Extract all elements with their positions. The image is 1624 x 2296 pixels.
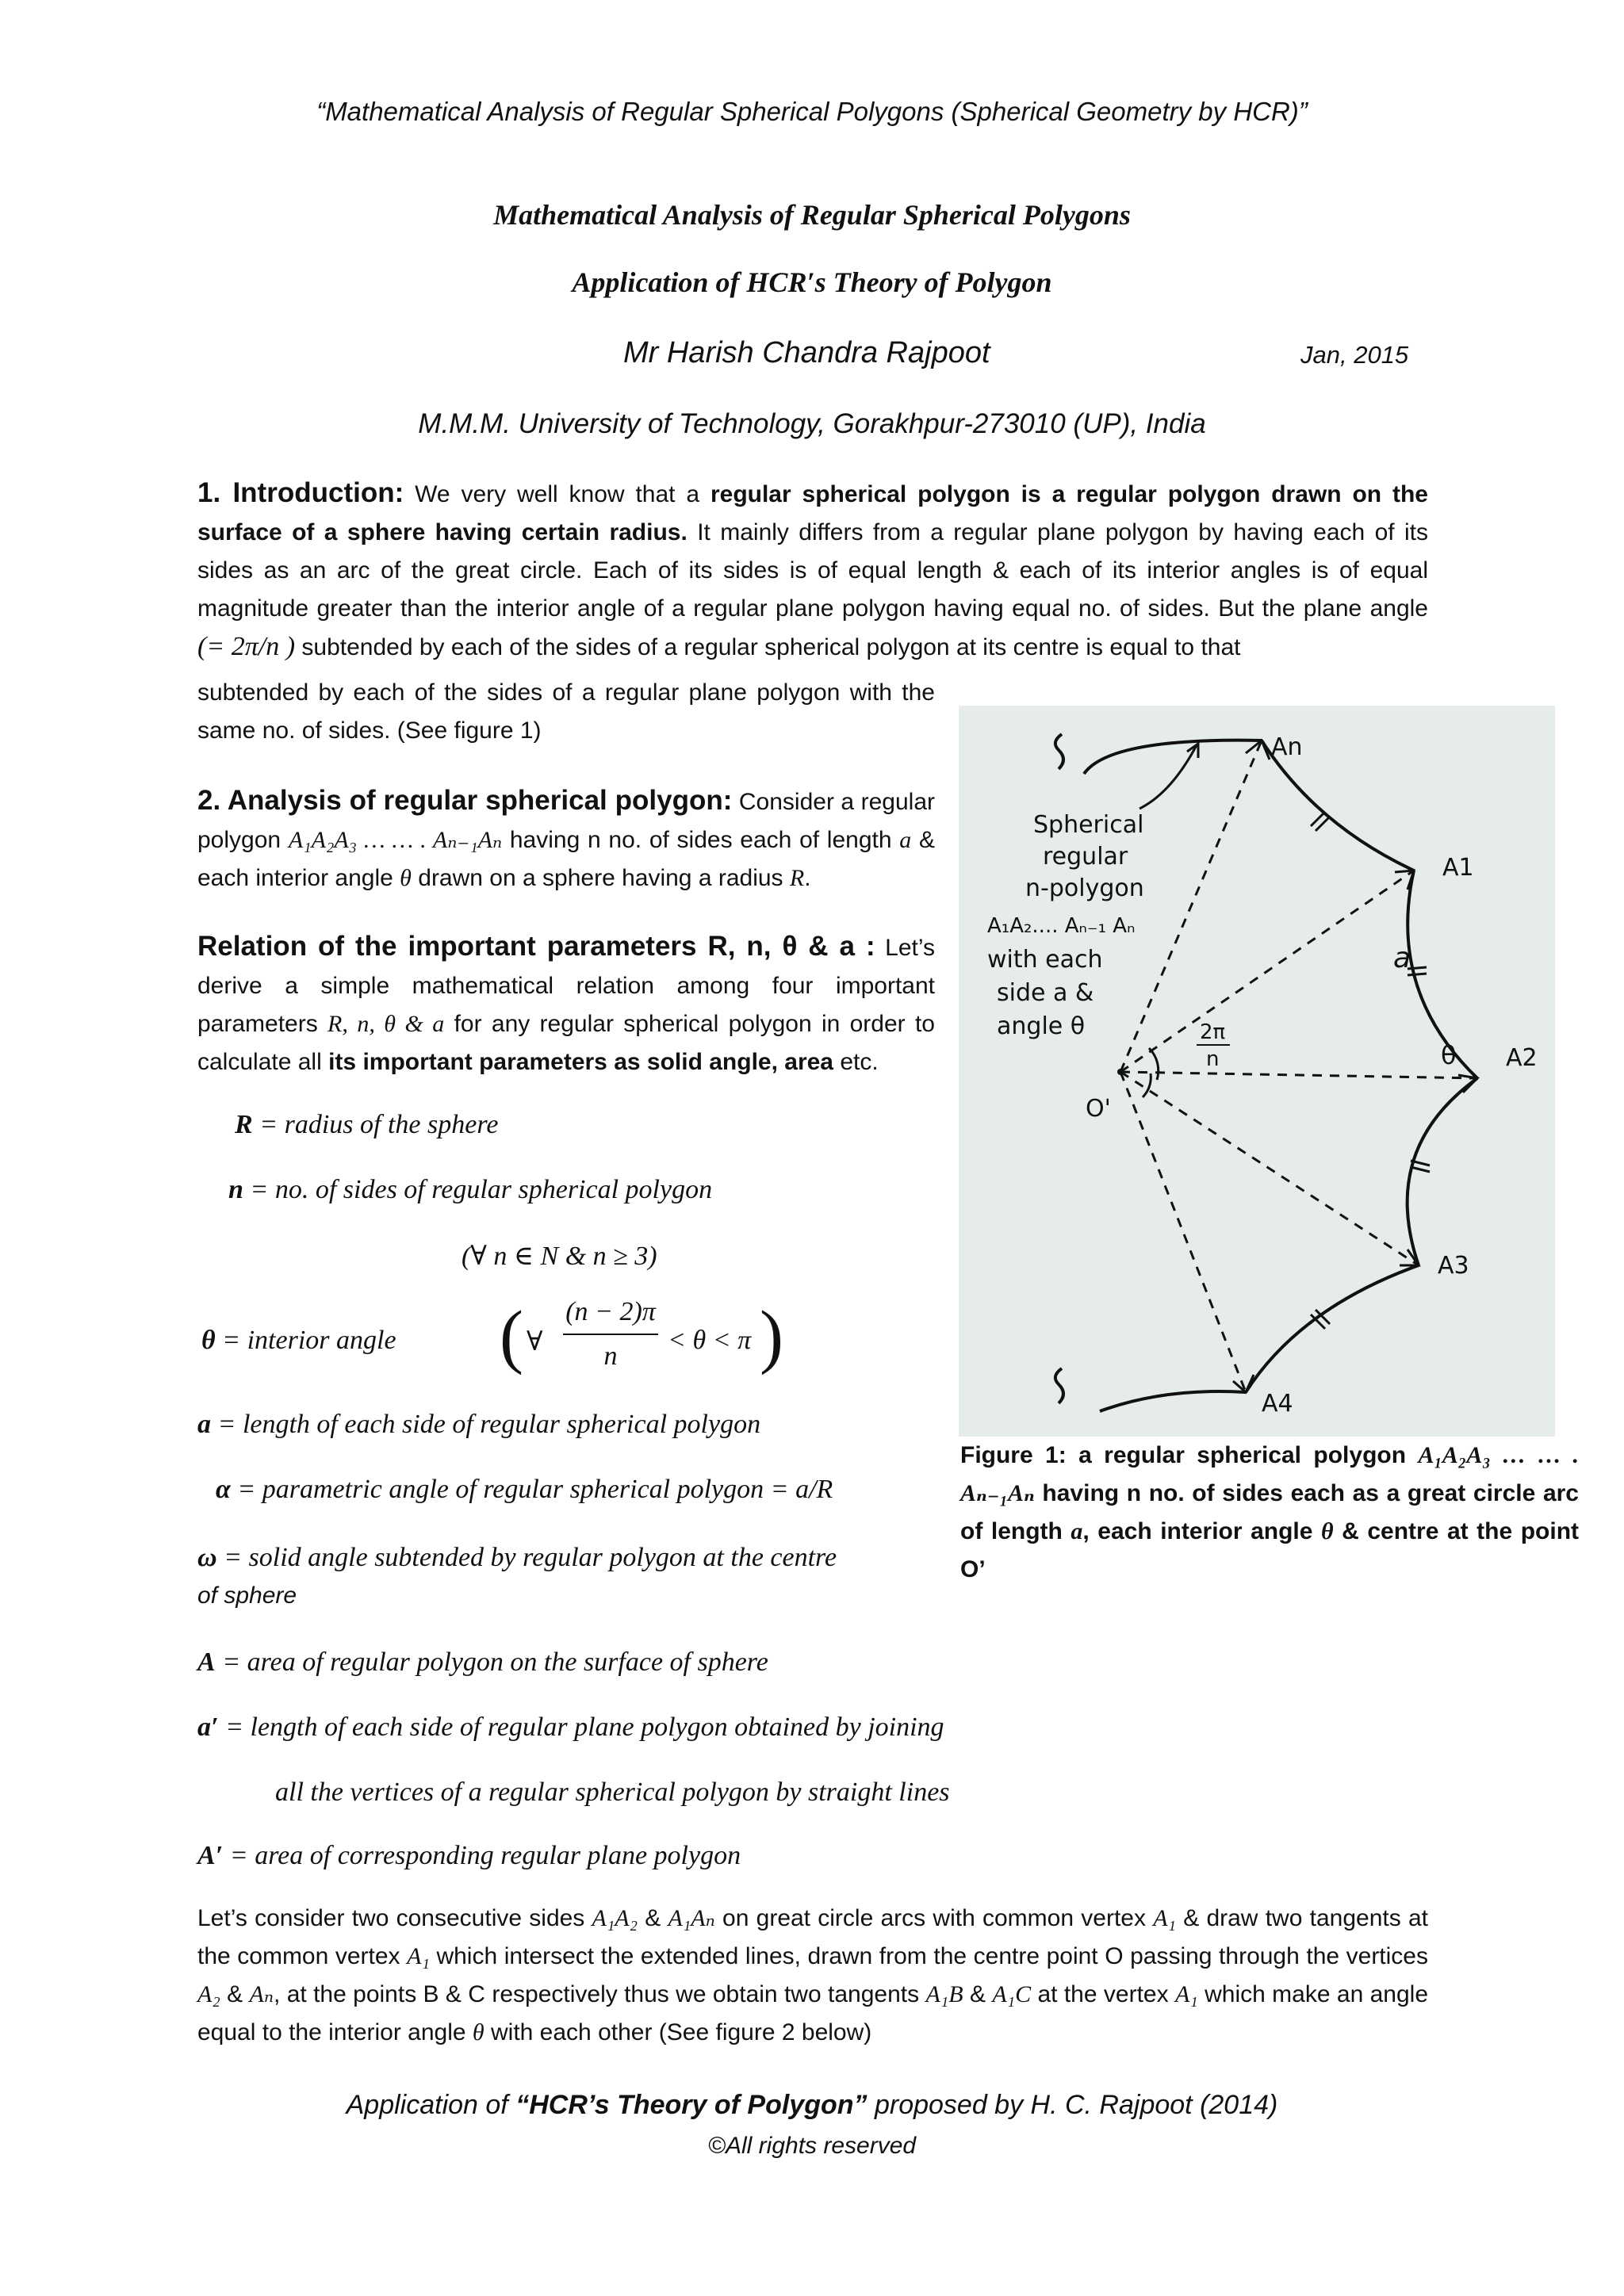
closing-paragraph: Let’s consider two consecutive sides A₁A₂ & A₁Aₙ on great circle arcs with common vertex A₁ & draw two tangents at the common vertex A₁ which intersect the extended lines, drawn from the centre point O passing through the vertices A₂ & Aₙ, at the points B & C respectively thus we obtain two tangents A₁B & A₁C at the vertex A₁ which make an angle equal to the interior angle θ with each other (See figure 2 below) bbox=[197, 1905, 1429, 2045]
definition-n: n = no. of sides of regular spherical polygon bbox=[228, 1175, 713, 1204]
introduction-continued: subtended by each of the sides of a regular plane polygon with the same no. of sides. (See figure 1) bbox=[197, 679, 935, 744]
introduction-definition: regular spherical polygon is a regular polygon drawn on the surface of a sphere having certain radius. bbox=[197, 481, 1428, 545]
label-central-angle-num: 2π bbox=[1200, 1020, 1226, 1044]
figure-1-drawing bbox=[959, 706, 1555, 1437]
label-interior-angle: θ bbox=[1441, 1040, 1457, 1070]
introduction-paragraph: 1. Introduction: We very well know that a regular spherical polygon is a regular polygon drawn on the surface of a sphere having certain radius. It mainly differs from a regular plane polygon by having each of its sides as an arc of the great circle. Each of its sides is of equal length & each of its interior angles is of equal magnitude greater than the interior angle of a regular plane polygon having equal no. of sides. But the plane angle (= 2π/n ) subtended by each of the sides of a regular spherical polygon at its centre is equal to that bbox=[197, 477, 1428, 661]
definition-alpha: α = parametric angle of regular spherical polygon = a/R bbox=[216, 1475, 833, 1504]
label-An: An bbox=[1271, 733, 1303, 761]
definition-omega-continued: of sphere bbox=[197, 1582, 297, 1609]
definition-a-prime: a′ = length of each side of regular plane polygon obtained by joining bbox=[197, 1712, 944, 1742]
definition-A: A = area of regular polygon on the surface of sphere bbox=[197, 1647, 768, 1677]
label-A2: A2 bbox=[1506, 1044, 1538, 1072]
title-line-2: Application of HCR′s Theory of Polygon bbox=[572, 266, 1052, 298]
arc-stub-top bbox=[1084, 740, 1262, 774]
note-line-3: n-polygon bbox=[1025, 874, 1144, 902]
relation-paragraph: Relation of the important parameters R, n, θ & a : Let’s derive a simple mathematical relation among four important parameters R, n, θ & a for any regular spherical polygon in order to calculate all its important parameters as solid angle, area etc. bbox=[197, 931, 935, 1075]
label-A3: A3 bbox=[1438, 1252, 1469, 1280]
relation-heading: Relation of the important parameters R, n, θ & a : bbox=[197, 931, 875, 962]
running-header: “Mathematical Analysis of Regular Spherical Polygons (Spherical Geometry by HCR)” bbox=[316, 97, 1308, 126]
dashed-radii bbox=[1120, 740, 1477, 1392]
definition-theta: θ = interior angle bbox=[201, 1326, 396, 1355]
analysis-paragraph: 2. Analysis of regular spherical polygon: Consider a regular polygon A₁A₂A₃ … … . Aₙ₋₁Aₙ having n no. of sides each of length a & each interior angle θ drawn on a sphere having a radius R. bbox=[197, 785, 935, 891]
label-A1: A1 bbox=[1442, 854, 1474, 882]
note-arrow bbox=[1139, 745, 1197, 809]
analysis-heading: 2. Analysis of regular spherical polygon: bbox=[197, 785, 733, 816]
note-line-7: angle θ bbox=[997, 1012, 1086, 1040]
arc-stub-bottom bbox=[1100, 1391, 1246, 1411]
definition-omega: ω = solid angle subtended by regular polygon at the centre bbox=[197, 1543, 837, 1572]
definition-n-condition: (∀ n ∈ N & n ≥ 3) bbox=[462, 1242, 657, 1271]
definition-a: a = length of each side of regular spherical polygon bbox=[197, 1410, 761, 1439]
definition-A-prime: A′ = area of corresponding regular plane polygon bbox=[197, 1841, 741, 1870]
author-name: Mr Harish Chandra Rajpoot bbox=[623, 336, 990, 369]
arc-A3-A4 bbox=[1246, 1265, 1419, 1392]
note-line-5: with each bbox=[987, 946, 1103, 974]
university-affiliation: M.M.M. University of Technology, Gorakhpur-273010 (UP), India bbox=[418, 408, 1206, 439]
definition-a-prime-continued: all the vertices of a regular spherical polygon by straight lines bbox=[275, 1777, 950, 1807]
label-central-angle-den: n bbox=[1206, 1047, 1220, 1071]
figure-1-caption: Figure 1: a regular spherical polygon A₁A₂A₃ … … . Aₙ₋₁Aₙ having n no. of sides each as a great circle arc of length a, each interior angle θ & centre at the point O’ bbox=[960, 1442, 1580, 1582]
arc-A2-A3 bbox=[1408, 1078, 1477, 1265]
center-point bbox=[1117, 1069, 1124, 1075]
note-line-2: regular bbox=[1043, 843, 1128, 871]
note-line-4: A₁A₂.... Aₙ₋₁ Aₙ bbox=[987, 914, 1136, 938]
introduction-heading: 1. Introduction: bbox=[197, 477, 404, 508]
angle-marks bbox=[1143, 740, 1477, 1392]
note-line-1: Spherical bbox=[1033, 811, 1144, 839]
note-line-6: side a & bbox=[997, 979, 1094, 1007]
title-line-1: Mathematical Analysis of Regular Spherical Polygons bbox=[493, 199, 1131, 231]
label-A4: A4 bbox=[1262, 1390, 1293, 1418]
footer-rights: ©All rights reserved bbox=[707, 2133, 917, 2159]
break-mark-top bbox=[1055, 734, 1063, 769]
break-mark-bottom bbox=[1055, 1368, 1063, 1403]
label-side-a: a bbox=[1393, 942, 1411, 974]
footer-citation: Application of “HCR’s Theory of Polygon” proposed by H. C. Rajpoot (2014) bbox=[346, 2090, 1278, 2120]
label-center-O: O' bbox=[1086, 1095, 1111, 1123]
publication-date: Jan, 2015 bbox=[1300, 341, 1409, 369]
plane-angle-formula: (= 2π/n ) bbox=[197, 632, 296, 661]
definition-R: R = radius of the sphere bbox=[235, 1110, 499, 1139]
figure-1-regular-spherical-polygon bbox=[959, 706, 1555, 1437]
